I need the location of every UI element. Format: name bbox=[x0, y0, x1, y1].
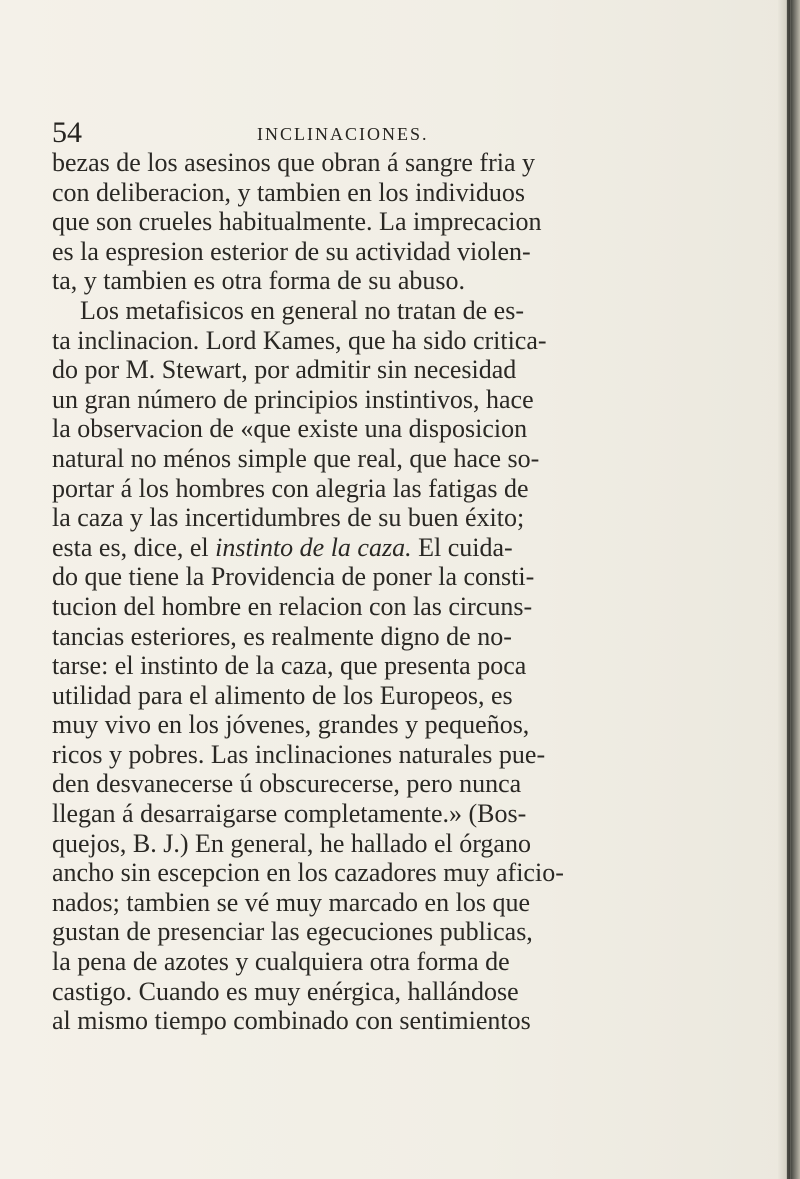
text-line: tucion del hombre en relacion con las circuns- bbox=[52, 591, 533, 621]
page-header bbox=[52, 116, 732, 150]
text-line: la caza y las incertidumbres de su buen éxito; bbox=[52, 503, 525, 533]
text-line: la observacion de «que existe una disposicion bbox=[52, 414, 528, 444]
text-line: con deliberacion, y tambien en los individuos bbox=[52, 177, 525, 207]
text-line: que son crueles habitualmente. La imprecacion bbox=[52, 207, 542, 237]
text-line: do que tiene la Providencia de poner la consti- bbox=[52, 562, 535, 592]
text-line: nados; tambien se vé muy marcado en los que bbox=[52, 887, 530, 917]
text-line: natural no ménos simple que real, que hace so- bbox=[52, 443, 540, 473]
paragraph-start-line: Los metafisicos en general no tratan de es- bbox=[80, 295, 524, 325]
text-line: ta, y tambien es otra forma de su abuso. bbox=[52, 266, 465, 296]
text-line: tarse: el instinto de la caza, que presenta poca bbox=[52, 651, 527, 681]
text-line: tancias esteriores, es realmente digno de no- bbox=[52, 621, 512, 651]
text-line: castigo. Cuando es muy enérgica, hallándose bbox=[52, 976, 519, 1006]
body-text bbox=[52, 148, 742, 1036]
text-line: ricos y pobres. Las inclinaciones naturales pue- bbox=[52, 739, 546, 769]
text-line: muy vivo en los jóvenes, grandes y pequeños, bbox=[52, 710, 530, 740]
text-line: quejos, B. J.) En general, he hallado el órgano bbox=[52, 828, 531, 858]
running-head: INCLINACIONES. bbox=[257, 124, 429, 144]
text-line: utilidad para el alimento de los Europeos, es bbox=[52, 680, 513, 710]
text-line: ta inclinacion. Lord Kames, que ha sido critica- bbox=[52, 325, 547, 355]
text-line: la pena de azotes y cualquiera otra forma de bbox=[52, 947, 510, 977]
text-line: ancho sin escepcion en los cazadores muy aficio- bbox=[52, 858, 564, 888]
italic-phrase: instinto de la caza. bbox=[215, 532, 412, 562]
text-line-mixed bbox=[52, 533, 742, 563]
text-line: do por M. Stewart, por admitir sin necesidad bbox=[52, 355, 517, 385]
text-line: al mismo tiempo combinado con sentimientos bbox=[52, 1006, 531, 1036]
text-line: den desvanecerse ú obscurecerse, pero nunca bbox=[52, 769, 522, 799]
page-number: 54 bbox=[52, 116, 82, 149]
text-line: gustan de presenciar las egecuciones publicas, bbox=[52, 917, 533, 947]
text-line: bezas de los asesinos que obran á sangre fria y bbox=[52, 148, 535, 177]
text-run: esta es, dice, el bbox=[52, 532, 216, 562]
text-line: un gran número de principios instintivos, hace bbox=[52, 384, 534, 414]
text-line: es la espresion esterior de su actividad violen- bbox=[52, 236, 531, 266]
text-line: portar á los hombres con alegria las fatigas de bbox=[52, 473, 529, 503]
page-edge bbox=[778, 0, 800, 1179]
text-run: El cuida- bbox=[411, 532, 513, 562]
text-line: llegan á desarraigarse completamente.» (Bos- bbox=[52, 799, 527, 829]
